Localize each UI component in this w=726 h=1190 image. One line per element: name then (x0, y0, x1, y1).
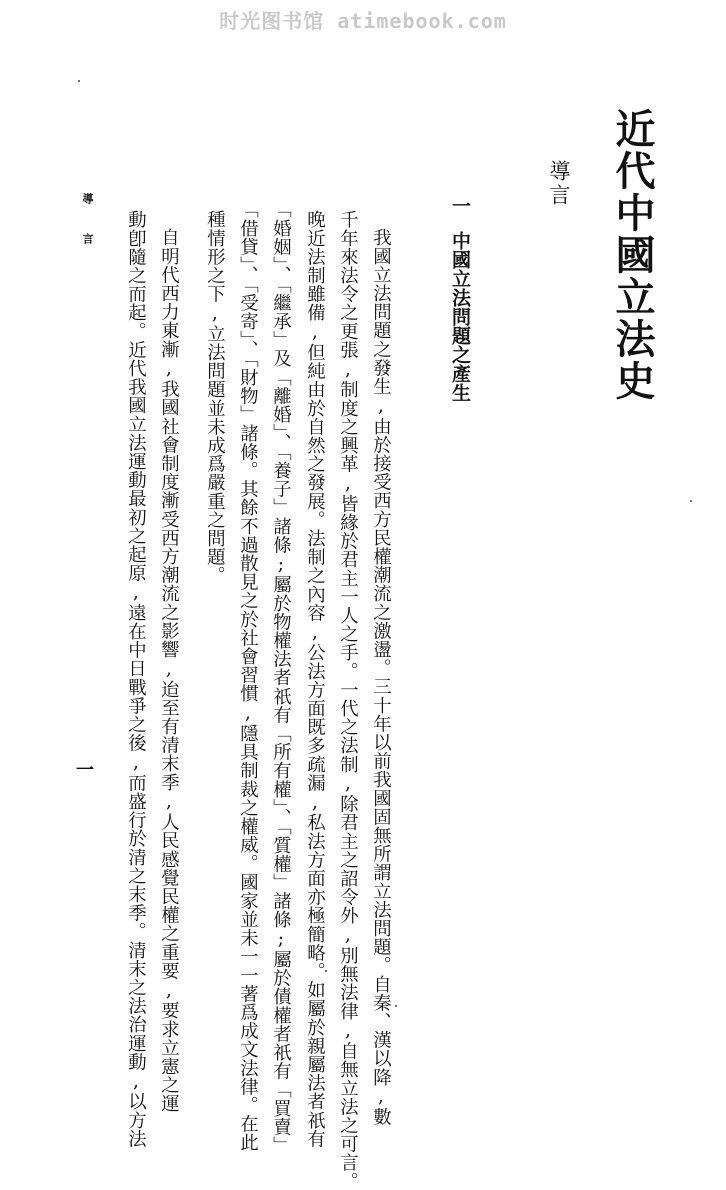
body-line: 「借貸」、「受寄」、「財物」諸條。其餘不過散見之於社會習慣,隱具制裁之權威。國家並未一一著爲成文法律。在此 (237, 200, 259, 1152)
running-footer: 導 言 (81, 193, 94, 252)
scan-speck (395, 1005, 397, 1007)
scan-speck (78, 80, 80, 82)
scan-speck (690, 500, 692, 502)
body-line: 千年來法令之更張,制度之興革,皆緣於君主一人之手。一代之法制,除君主之詔令外,別無法律,自無立法之可言。 (337, 210, 359, 1190)
body-line: 「婚姻」、「繼承」及「離婚」、「養子」諸條;屬於物權法者祇有「所有權」、「質權」諸條;屬於債權者祇有「買賣」 (270, 200, 292, 1155)
body-line: 我國立法問題之發生,由於接受西方民權潮流之激盪。三十年以前我國固無所謂立法問題。自秦、漢以降,數 (370, 228, 392, 1126)
section-title: 中國立法問題之產生 (449, 231, 471, 402)
intro-heading: 導言 (547, 160, 571, 208)
book-title: 近代中國立法史 (609, 108, 656, 402)
page-number: 一 (73, 760, 94, 778)
body-line: 晚近法制雖備,但純由於自然之發展。法制之內容,公法方面既多疏漏,私法方面亦極簡略。如屬於親屬法者祇有 (304, 210, 326, 1148)
body-line: 種情形之下,立法問題並未成爲嚴重之問題。 (204, 210, 226, 585)
watermark: 时光图书馆 atimebook.com (219, 9, 507, 33)
body-line: 動卽隨之而起。近代我國立法運動最初之起原,遠在中日戰爭之後,而盛行於清之末季。清末之法治運動,以方法 (125, 210, 147, 1148)
section-heading (450, 196, 469, 402)
section-number: 一 (449, 196, 471, 215)
body-line: 自明代西力東漸,我國社會制度漸受西方潮流之影響,迨至有清末季,人民感覺民權之重要,要求立憲之運 (158, 228, 180, 1113)
scan-speck (325, 970, 327, 972)
